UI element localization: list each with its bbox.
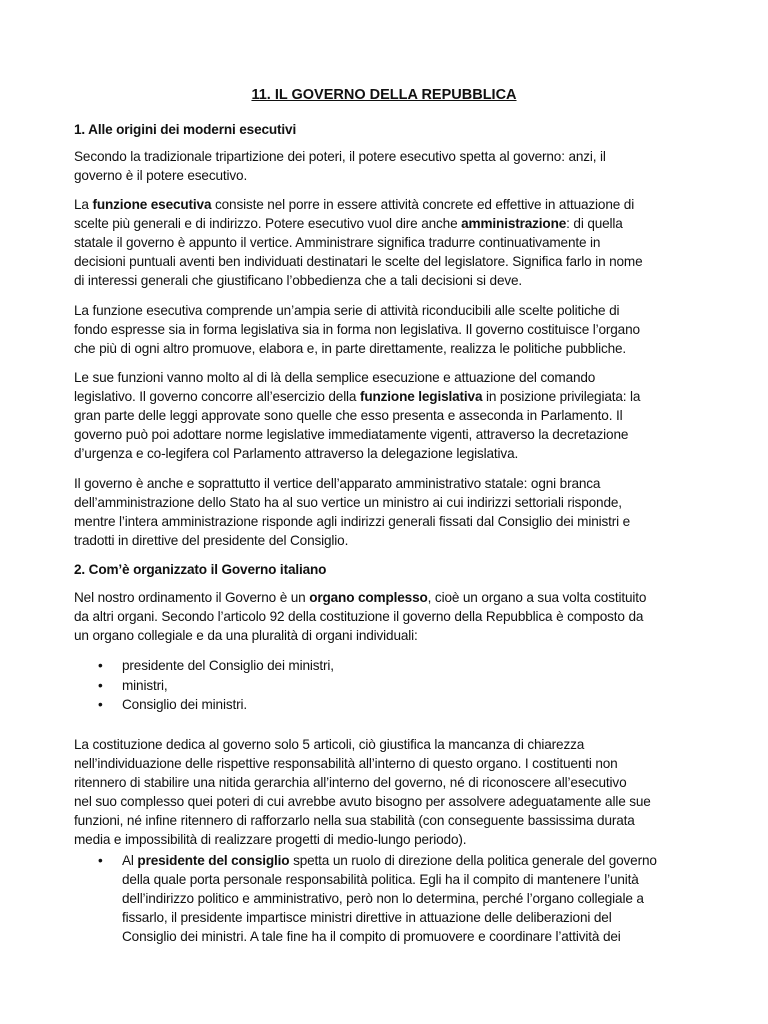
text-run: Le sue funzioni vanno molto al di là della semplice esecuzione e attuazione del comando: [74, 370, 596, 385]
text-line: [74, 406, 640, 425]
paragraph: [74, 474, 630, 550]
text-line: [74, 233, 643, 252]
text-run: d’urgenza e co-legifera col Parlamento attraverso la delegazione legislativa.: [74, 446, 519, 461]
section-1-heading: 1. Alle origini dei moderni esecutivi: [74, 122, 297, 137]
bold-term: funzione esecutiva: [92, 197, 212, 212]
text-line: [74, 773, 651, 792]
text-run: della quale porta personale responsabilità politica. Egli ha il compito di mantenere l’unità: [122, 872, 639, 887]
text-line: [74, 512, 630, 531]
bold-term: funzione legislativa: [359, 389, 483, 404]
paragraph: [74, 301, 640, 358]
text-run: statale il governo è appunto il vertice. Amministrare significa tradurre continuativamente in: [74, 235, 601, 250]
text-line: [74, 754, 651, 773]
text-line: [122, 889, 657, 908]
bullet-text: [122, 851, 657, 946]
text-run: legislativo. Il governo concorre all’esercizio della: [74, 389, 360, 404]
text-run: di interessi generali che giustificano l’obbedienza che a tali decisioni si deve.: [74, 273, 523, 288]
text-line: [74, 147, 606, 166]
bullet-icon: •: [98, 853, 103, 868]
text-run: : di quella: [566, 216, 623, 231]
text-run: nel suo complesso quei poteri di cui avrebbe avuto bisogno per assolvere adeguatamente alle sue: [74, 794, 651, 809]
text-line: [74, 320, 640, 339]
bold-term: presidente del consiglio: [137, 853, 290, 868]
text-run: scelte più generali e di indirizzo. Potere esecutivo vuol dire anche: [74, 216, 462, 231]
text-line: [74, 195, 643, 214]
text-run: Il governo è anche e soprattutto il vertice dell’apparato amministrativo statale: ogni branca: [74, 476, 601, 491]
text-run: La funzione esecutiva comprende un’ampia serie di attività riconducibili alle scelte politiche di: [74, 303, 620, 318]
text-run: governo è il potere esecutivo.: [74, 168, 248, 183]
text-line: [74, 531, 630, 550]
text-run: tradotti in direttive del presidente del Consiglio.: [74, 533, 349, 548]
text-line: [74, 811, 651, 830]
text-line: [74, 474, 630, 493]
text-run: dell’amministrazione dello Stato ha al suo vertice un ministro ai cui indirizzi settoriali risponde,: [74, 495, 622, 510]
list-item: • presidente del Consiglio dei ministri,: [98, 656, 334, 676]
text-line: [74, 792, 651, 811]
page-title: 11. IL GOVERNO DELLA REPUBBLICA: [251, 87, 517, 103]
paragraph: [74, 195, 643, 290]
text-line: [122, 851, 657, 870]
text-run: Al: [122, 853, 138, 868]
text-run: in posizione privilegiata: la: [482, 389, 641, 404]
text-run: che più di ogni altro promuove, elabora e, in parte direttamente, realizza le politiche pubbliche.: [74, 341, 627, 356]
text-line: [74, 830, 651, 849]
text-line: [74, 425, 640, 444]
text-run: La: [74, 197, 93, 212]
paragraph: [74, 368, 640, 463]
text-run: fondo espresse sia in forma legislativa sia in forma non legislativa. Il governo costituisce l’organo: [74, 322, 640, 337]
text-run: gran parte delle leggi approvate sono quelle che esso presenta e asseconda in Parlamento. Il: [74, 408, 623, 423]
text-run: fissarlo, il presidente impartisce ministri direttive in attuazione delle deliberazioni del: [122, 910, 612, 925]
paragraph: [74, 588, 646, 645]
text-run: da altri organi. Secondo l’articolo 92 della costituzione il governo della Repubblica è composto da: [74, 609, 644, 624]
text-run: media e impossibilità di realizzare progetti di medio-lungo periodo).: [74, 832, 467, 847]
section-2-heading: 2. Com’è organizzato il Governo italiano: [74, 562, 327, 577]
text-line: [74, 252, 643, 271]
text-run: funzioni, né infine ritennero di rafforzarlo nella sua stabilità (con conseguente bassissima durata: [74, 813, 635, 828]
text-line: [74, 387, 640, 406]
text-run: , cioè un organo a sua volta costituito: [427, 590, 647, 605]
text-line: [74, 301, 640, 320]
text-line: [74, 368, 640, 387]
text-run: nell’individuazione delle rispettive responsabilità all’interno di questo organo. I costituenti non: [74, 756, 618, 771]
text-line: [74, 735, 651, 754]
text-line: [74, 607, 646, 626]
text-run: Consiglio dei ministri. A tale fine ha il compito di promuovere e coordinare l’attività dei: [122, 929, 621, 944]
text-run: un organo collegiale e da una pluralità di organi individuali:: [74, 628, 418, 643]
text-line: [74, 339, 640, 358]
text-line: [122, 870, 657, 889]
text-run: spetta un ruolo di direzione della politica generale del governo: [289, 853, 657, 868]
text-run: ritennero di stabilire una nitida gerarchia all’interno del governo, né di riconoscere all’esecutivo: [74, 775, 627, 790]
bold-term: organo complesso: [309, 590, 428, 605]
text-line: [122, 927, 657, 946]
text-line: [74, 588, 646, 607]
text-run: mentre l’intera amministrazione risponde agli indirizzi generali fissati dal Consiglio dei ministri e: [74, 514, 631, 529]
text-run: dell’indirizzo politico e amministrativo, però non lo determina, perché l’organo collegiale a: [122, 891, 644, 906]
text-run: Secondo la tradizionale tripartizione dei poteri, il potere esecutivo spetta al governo: anzi, il: [74, 149, 606, 164]
text-line: [74, 444, 640, 463]
text-line: [74, 166, 606, 185]
list-item: • Consiglio dei ministri.: [98, 695, 334, 715]
bold-term: amministrazione: [461, 216, 567, 231]
text-line: [74, 493, 630, 512]
text-run: governo può poi adottare norme legislative immediatamente vigenti, attraverso la decretazione: [74, 427, 629, 442]
list-item: • ministri,: [98, 676, 334, 696]
text-run: decisioni puntuali aventi ben individuati destinatari le scelte del legislatore. Significa farlo in nome: [74, 254, 643, 269]
text-run: consiste nel porre in essere attività concrete ed effettive in attuazione di: [211, 197, 635, 212]
paragraph: [74, 735, 651, 849]
president-bullet: [98, 851, 657, 946]
paragraph: [74, 147, 606, 185]
text-run: La costituzione dedica al governo solo 5 articoli, ciò giustifica la mancanza di chiarezza: [74, 737, 585, 752]
text-line: [74, 214, 643, 233]
text-run: Nel nostro ordinamento il Governo è un: [74, 590, 310, 605]
text-line: [74, 271, 643, 290]
organs-list: [98, 656, 334, 715]
text-line: [122, 908, 657, 927]
text-line: [74, 626, 646, 645]
